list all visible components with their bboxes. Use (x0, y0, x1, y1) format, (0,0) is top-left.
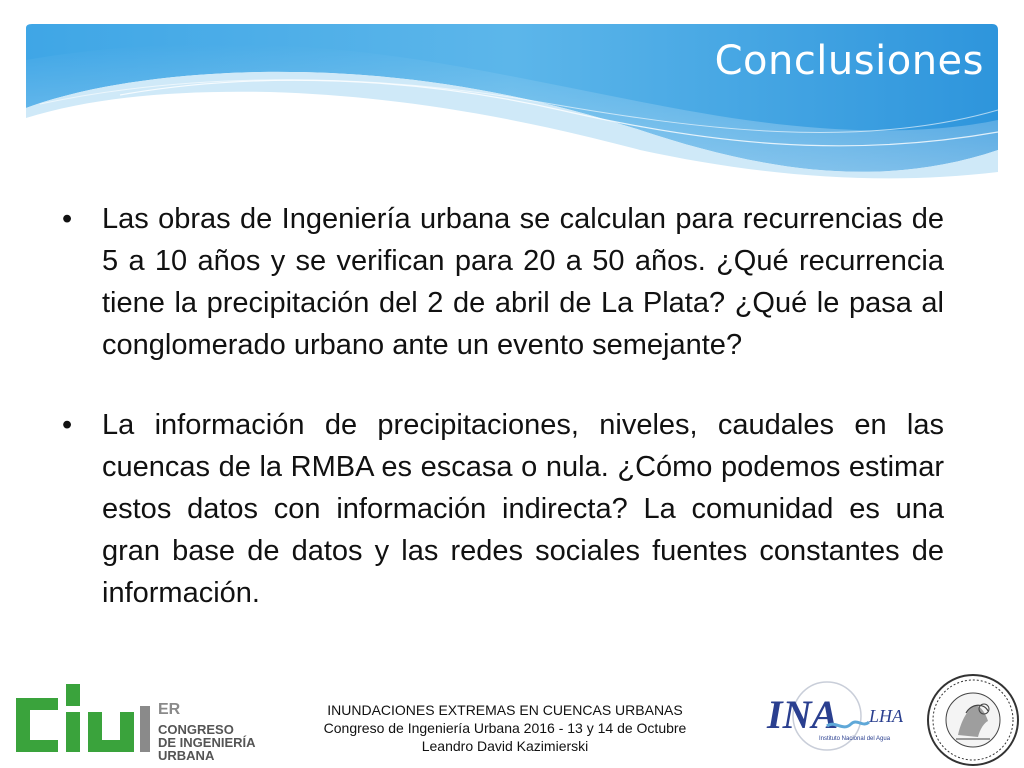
bullet-marker: • (62, 203, 73, 235)
bullet-item (62, 404, 944, 614)
bullet-marker: • (62, 409, 73, 441)
bullet-text: La información de precipitaciones, niveles, caudales en las cuencas de la RMBA es escasa o nula. ¿Cómo podemos estimar estos datos con información indirecta? La comunidad es una gran base de datos y las redes sociales fuentes constantes de información. (102, 409, 944, 609)
ina-tagline: Instituto Nacional del Agua (819, 736, 891, 742)
footer-line-2: Congreso de Ingeniería Urbana 2016 - 13 y 14 de Octubre (323, 720, 687, 736)
bullet-item (62, 198, 944, 366)
ciu-congress-logo (8, 676, 258, 762)
ciu-superscript: ER (158, 701, 181, 718)
ciu-line-1: CONGRESO (158, 722, 234, 737)
ciu-line-2: DE INGENIERÍA (158, 735, 256, 750)
footer-line-1: INUNDACIONES EXTREMAS EN CUENCAS URBANAS (327, 702, 683, 718)
footer-credits (290, 701, 720, 755)
content-area (62, 198, 944, 652)
ina-suffix: LHA (869, 706, 904, 726)
header-banner (0, 0, 1024, 190)
ina-mark: INA (767, 692, 839, 737)
footer-line-3: Leandro David Kazimierski (421, 738, 589, 754)
university-seal-icon (926, 673, 1020, 767)
ina-logo (765, 678, 915, 758)
slide-title: Conclusiones (714, 38, 984, 84)
ciu-line-3: URBANA (158, 748, 215, 762)
bullet-text: Las obras de Ingeniería urbana se calculan para recurrencias de 5 a 10 años y se verifican para 20 a 50 años. ¿Qué recurrencia tiene la precipitación del 2 de abril de La Plata? ¿Qué le pasa al conglomerado urbano ante un evento semejante? (102, 203, 944, 361)
